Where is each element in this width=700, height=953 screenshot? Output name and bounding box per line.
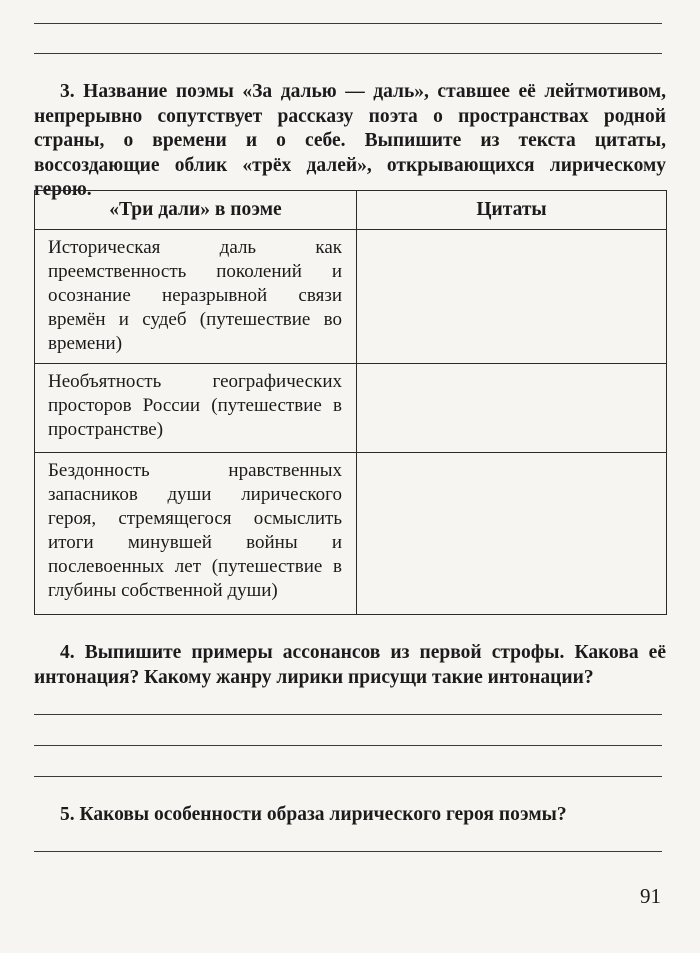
task-3-number: 3. [60,81,75,102]
answer-line[interactable] [34,53,662,54]
answer-line[interactable] [34,23,662,24]
task-4-number: 4. [60,642,75,663]
quote-cell-soul[interactable] [357,453,667,615]
task-3-text [34,80,666,203]
row-label-soul: Бездонность нравственных запасников души лирического героя, стремящегося осмыслить итоги минувшей войны и послевоенных лет (путешествие в глубины собственной души) [35,453,357,615]
task-5-number: 5. [60,804,75,825]
task-4-text [34,641,666,690]
answer-line[interactable] [34,776,662,777]
task-5-text [34,803,666,828]
answer-line[interactable] [34,745,662,746]
quote-cell-space[interactable] [357,364,667,453]
table-header-quotes: Цитаты [357,191,667,230]
quote-cell-time[interactable] [357,230,667,364]
row-label-space: Необъятность географических просторов России (путешествие в пространстве) [35,364,357,453]
row-label-time: Историческая даль как преемственность поколений и осознание неразрывной связи времён и судеб (путешествие во времени) [35,230,357,364]
answer-line[interactable] [34,714,662,715]
page-number: 91 [640,884,661,908]
task-5-question: Каковы особенности образа лирического героя поэмы? [79,804,567,825]
table-row [35,453,667,615]
table-row [35,230,667,364]
table-header-distances: «Три дали» в поэме [35,191,357,230]
task-4-question: Выпишите примеры ассонансов из первой строфы. Какова её интонация? Какому жанру лирики присущи такие интонации? [34,642,666,688]
task-3-question: Название поэмы «За далью — даль», ставшее её лейтмотивом, непрерывно сопутствует рассказу поэта о пространствах родной страны, о времени и о себе. Выпишите из текста цитаты, воссоздающие облик «трёх далей», открывающихся лирическому герою. [34,81,667,200]
three-distances-table [34,190,667,615]
table-row [35,364,667,453]
answer-line[interactable] [34,851,662,852]
